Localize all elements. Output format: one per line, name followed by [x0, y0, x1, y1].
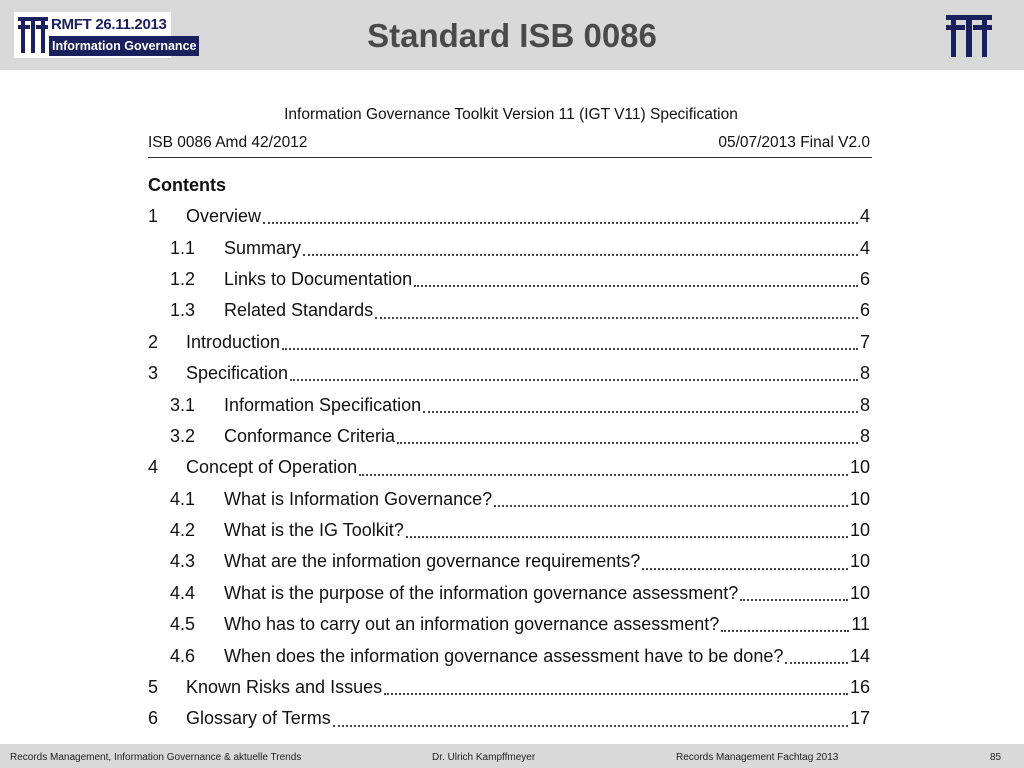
slide-footer [0, 744, 1024, 768]
toc-entry-page: 7 [859, 331, 870, 352]
toc-entry-title: Glossary of Terms [186, 708, 331, 729]
toc-leader-dots [494, 504, 848, 507]
toc-leader-dots [263, 221, 858, 224]
toc-entry-number: 1.3 [170, 300, 196, 321]
toc-entry-page: 10 [849, 520, 870, 541]
toc-entry-title: What are the information governance requirements? [224, 551, 641, 572]
toc-leader-dots [397, 441, 858, 444]
toc-entry-number: 1.2 [170, 268, 196, 289]
toc-entry-page: 10 [849, 457, 870, 478]
slide-title: Standard ISB 0086 [367, 17, 657, 54]
toc-entry-page: 14 [849, 645, 870, 666]
toc-entry-page: 4 [859, 206, 870, 227]
toc-entry [148, 515, 870, 546]
toc-entry [148, 452, 870, 483]
toc-leader-dots [785, 661, 848, 664]
toc-entry-number: 1 [148, 206, 159, 227]
toc-entry-page: 6 [859, 268, 870, 289]
toc-entry-title: What is Information Governance? [224, 488, 493, 509]
toc-entry-title: Links to Documentation [224, 268, 413, 289]
document-reference: ISB 0086 Amd 42/2012 [148, 134, 308, 151]
toc-entry-number: 4 [148, 457, 159, 478]
toc-leader-dots [282, 347, 858, 350]
toc-entry-page: 11 [851, 614, 870, 635]
toc-entry-title: Specification [186, 363, 289, 384]
toc-entry-page: 10 [849, 582, 870, 603]
toc-entry-number: 4.2 [170, 520, 196, 541]
toc-entry-title: When does the information governance assessment have to be done? [224, 645, 784, 666]
pp-logo-icon [946, 15, 992, 57]
toc-entry [148, 232, 870, 263]
document-title: Information Governance Toolkit Version 11 (IGT V11) Specification [284, 106, 738, 123]
toc-entry [148, 201, 870, 232]
slide-header [0, 0, 1024, 70]
toc-entry-number: 3.2 [170, 425, 196, 446]
footer-presentation-title: Records Management, Information Governance & aktuelle Trends [10, 752, 302, 763]
toc-entry-title: Information Specification [224, 394, 422, 415]
toc-entry [148, 578, 870, 609]
toc-entry [148, 358, 870, 389]
toc-entry [148, 421, 870, 452]
toc-entry [148, 327, 870, 358]
toc-entry-number: 1.1 [170, 237, 196, 258]
toc-leader-dots [359, 473, 848, 476]
toc-entry-number: 2 [148, 331, 159, 352]
document-reference-line [148, 134, 872, 158]
document-date-version: 05/07/2013 Final V2.0 [718, 134, 870, 151]
toc-entry-title: Overview [186, 206, 262, 227]
toc-leader-dots [290, 378, 858, 381]
toc-leader-dots [721, 629, 849, 632]
toc-entry-title: Conformance Criteria [224, 425, 396, 446]
footer-event: Records Management Fachtag 2013 [676, 752, 839, 763]
contents-heading: Contents [148, 175, 226, 195]
toc-entry-page: 8 [859, 425, 870, 446]
toc-entry-number: 5 [148, 677, 159, 698]
toc-entry [148, 703, 870, 734]
toc-leader-dots [423, 410, 858, 413]
toc-entry-title: Related Standards [224, 300, 374, 321]
toc-entry-number: 6 [148, 708, 159, 729]
toc-entry-number: 4.3 [170, 551, 196, 572]
toc-entry [148, 609, 870, 640]
toc-leader-dots [384, 692, 848, 695]
toc-entry-page: 16 [849, 677, 870, 698]
toc-leader-dots [303, 253, 858, 256]
toc-entry [148, 264, 870, 295]
toc-entry [148, 640, 870, 671]
toc-entry-page: 10 [849, 488, 870, 509]
toc-entry-page: 17 [849, 708, 870, 729]
toc-entry-title: Concept of Operation [186, 457, 358, 478]
toc-leader-dots [333, 724, 848, 727]
toc-entry-title: Introduction [186, 331, 281, 352]
toc-entry-number: 3 [148, 363, 159, 384]
table-of-contents [148, 201, 870, 735]
toc-leader-dots [642, 567, 848, 570]
toc-entry-number: 4.5 [170, 614, 196, 635]
toc-entry-page: 6 [859, 300, 870, 321]
toc-entry-title: Who has to carry out an information governance assessment? [224, 614, 720, 635]
toc-entry-title: Summary [224, 237, 302, 258]
toc-entry-number: 4.4 [170, 582, 196, 603]
footer-author: Dr. Ulrich Kampffmeyer [432, 752, 536, 763]
toc-entry [148, 389, 870, 420]
toc-entry-number: 4.1 [170, 488, 196, 509]
toc-entry-title: What is the IG Toolkit? [224, 520, 404, 541]
footer-page-number: 85 [990, 752, 1002, 763]
toc-leader-dots [740, 598, 848, 601]
toc-entry-title: Known Risks and Issues [186, 677, 383, 698]
toc-entry [148, 295, 870, 326]
toc-entry-page: 4 [859, 237, 870, 258]
toc-leader-dots [375, 316, 858, 319]
toc-entry-page: 10 [849, 551, 870, 572]
toc-entry-page: 8 [859, 363, 870, 384]
toc-leader-dots [406, 535, 848, 538]
logo-event-topic: Information Governance [49, 36, 199, 56]
toc-entry [148, 484, 870, 515]
toc-entry-title: What is the purpose of the information governance assessment? [224, 582, 739, 603]
toc-entry [148, 546, 870, 577]
toc-entry-number: 4.6 [170, 645, 196, 666]
toc-leader-dots [414, 284, 858, 287]
logo-event-date: RMFT 26.11.2013 [51, 16, 167, 33]
toc-entry [148, 672, 870, 703]
toc-entry-page: 8 [859, 394, 870, 415]
toc-entry-number: 3.1 [170, 394, 196, 415]
